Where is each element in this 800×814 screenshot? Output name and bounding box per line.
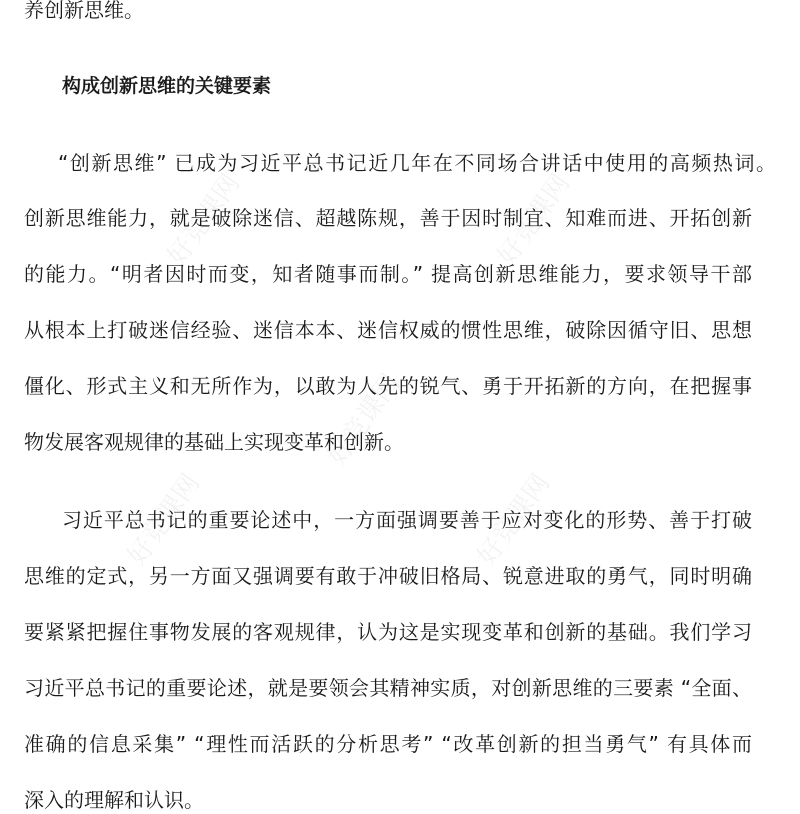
text-line: 从根本上打破迷信经验、迷信本本、迷信权威的惯性思维，破除因循守旧、思想 [24,318,752,342]
watermark: 好竞课网 [321,368,407,472]
text-line: 习近平总书记的重要论述，就是要领会其精神实质，对创新思维的三要素 “全面、 [24,676,752,700]
text-line: 习近平总书记的重要论述中，一方面强调要善于应对变化的形势、善于打破 [62,508,752,532]
text-line: 养创新思维。 [24,0,144,22]
watermark: 好竞课网 [121,468,207,572]
watermark: 好竞课网 [491,168,577,272]
text-line: 的能力。“明者因时而变，知者随事而制。” 提高创新思维能力，要求领导干部 [24,262,752,286]
text-line: 僵化、形式主义和无所作为，以敢为人先的锐气、勇于开拓新的方向，在把握事 [24,374,752,398]
text-line: 深入的理解和认识。 [24,788,204,812]
text-line: 物发展客观规律的基础上实现变革和创新。 [24,430,404,454]
section-heading: 构成创新思维的关键要素 [62,75,272,97]
watermark: 好竞课网 [471,468,557,572]
watermark: 好竞课网 [161,168,247,272]
text-line: 要紧紧把握住事物发展的客观规律，认为这是实现变革和创新的基础。我们学习 [24,620,752,644]
text-line: “创新思维” 已成为习近平总书记近几年在不同场合讲话中使用的高频热词。 [58,151,776,175]
text-line: 创新思维能力，就是破除迷信、超越陈规，善于因时制宜、知难而进、开拓创新 [24,206,752,230]
text-line: 准确的信息采集” “理性而活跃的分析思考” “改革创新的担当勇气” 有具体而 [24,732,752,756]
text-line: 思维的定式，另一方面又强调要有敢于冲破旧格局、锐意进取的勇气，同时明确 [24,564,752,588]
